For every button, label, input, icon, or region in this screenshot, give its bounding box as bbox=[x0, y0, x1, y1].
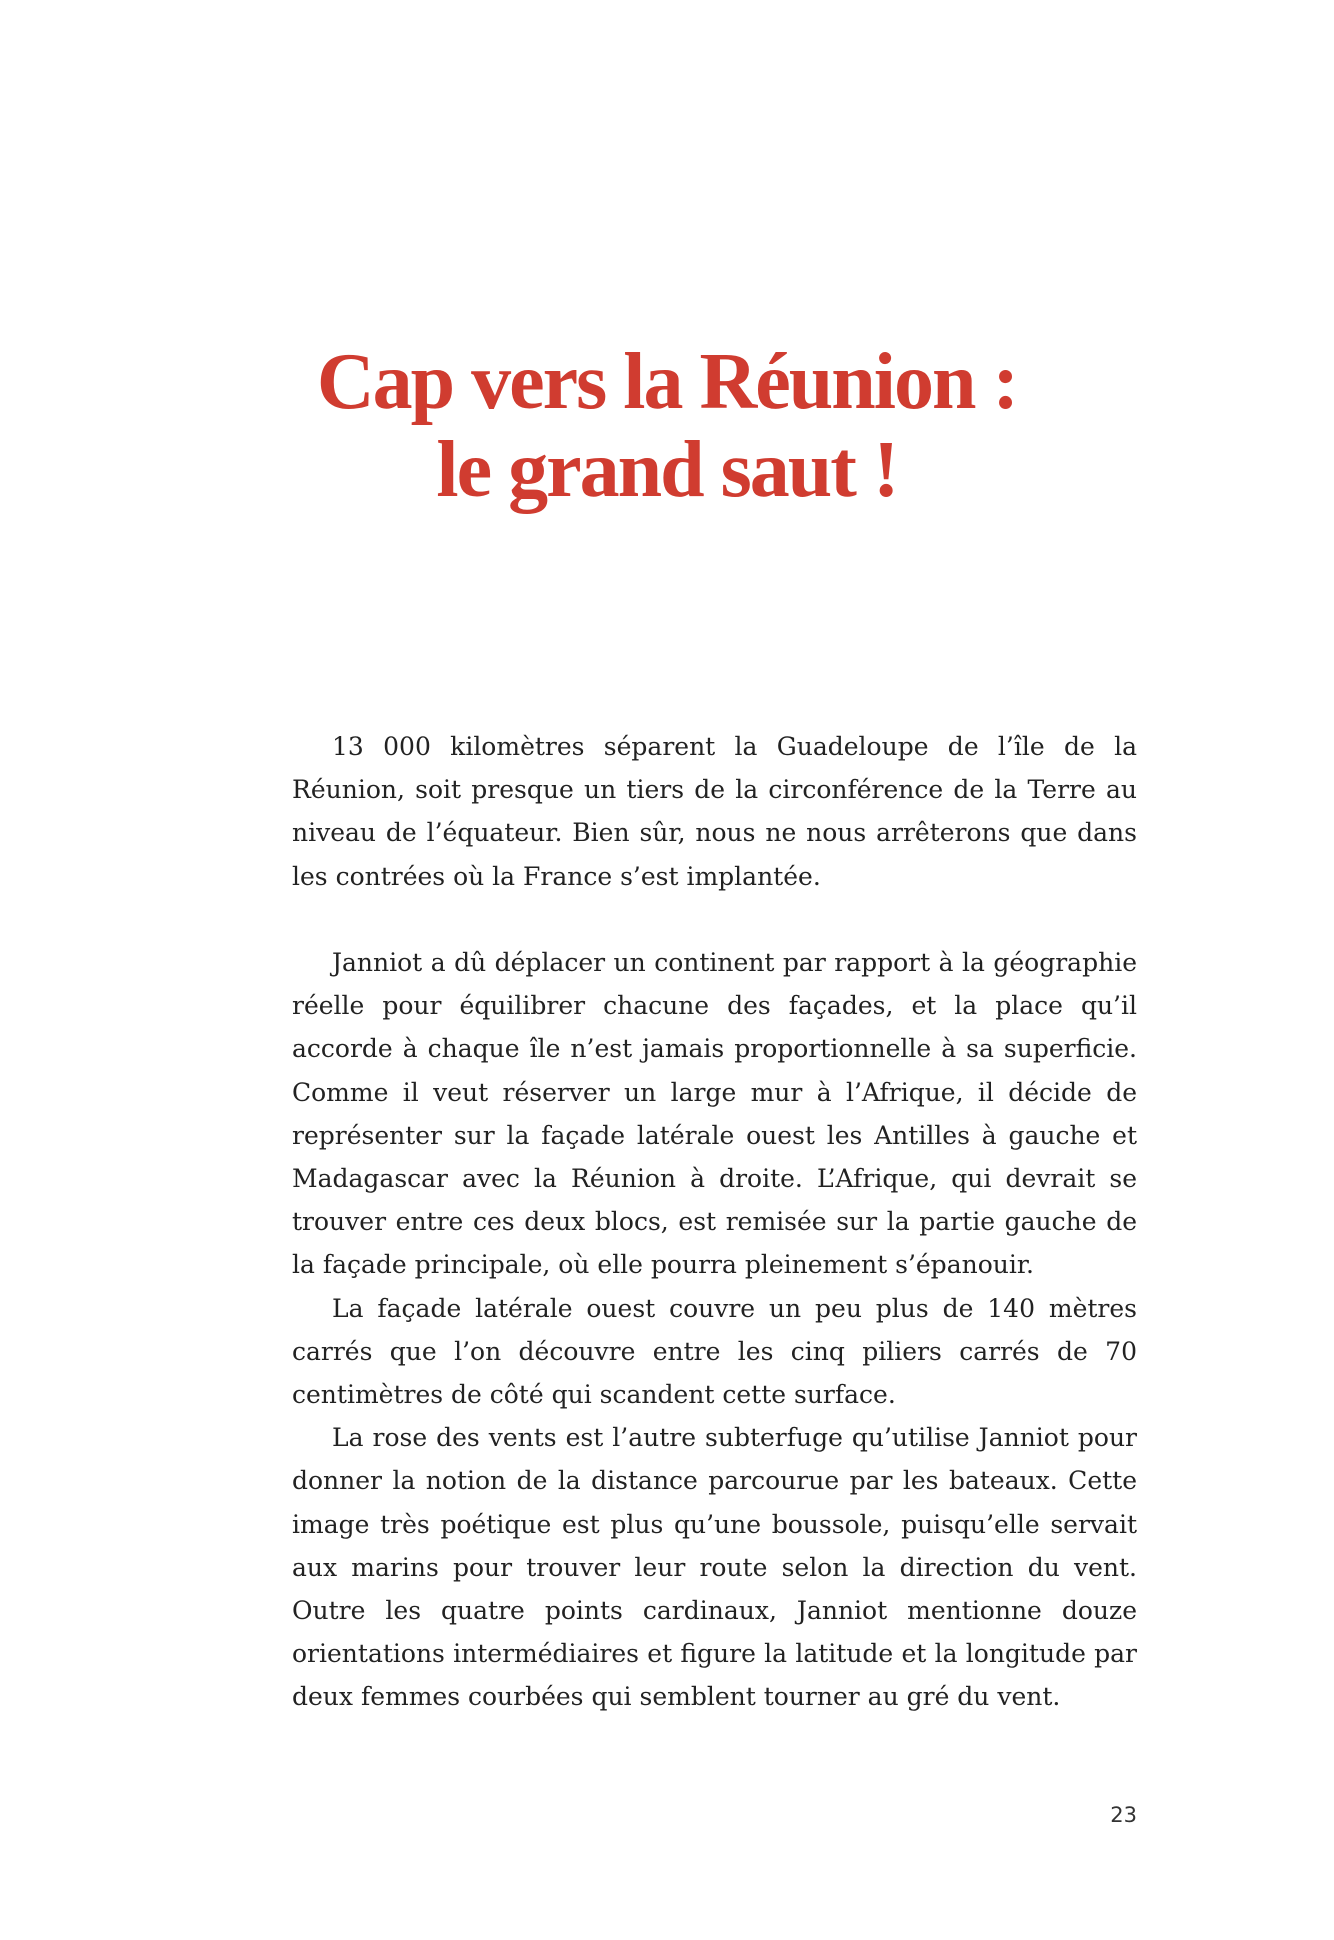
page-number: 23 bbox=[1110, 1803, 1137, 1827]
chapter-title-line-1: Cap vers la Réunion : bbox=[316, 338, 1018, 426]
chapter-title bbox=[0, 338, 1334, 514]
paragraph-4: La rose des vents est l’autre subterfuge qu’utilise Janniot pour donner la notion de la distance parcourue par les bateaux. Cette image très poétique est plus qu’une boussole, puisqu’elle servait aux marins pour trouver leur route selon la direction du vent. Outre les quatre points cardinaux, Janniot mentionne douze orientations intermédiaires et figure la latitude et la longitude par deux femmes courbées qui semblent tourner au gré du vent. bbox=[292, 1423, 1137, 1712]
paragraph-3: La façade latérale ouest couvre un peu plus de 140 mètres carrés que l’on découvre entre les cinq piliers carrés de 70 centimètres de côté qui scandent cette surface. bbox=[292, 1293, 1137, 1410]
paragraph-1: 13 000 kilomètres séparent la Guadeloupe de l’île de la Réunion, soit presque un tiers de la circonférence de la Terre au niveau de l’équateur. Bien sûr, nous ne nous arrêterons que dans les contrées où la France s’est implantée. bbox=[292, 732, 1137, 891]
body-text bbox=[292, 725, 1137, 1719]
chapter-title-line-2: le grand saut ! bbox=[436, 426, 898, 514]
paragraph-2: Janniot a dû déplacer un continent par rapport à la géographie réelle pour équilibrer chacune des façades, et la place qu’il accorde à chaque île n’est jamais proportionnelle à sa superficie. Comme il veut réserver un large mur à l’Afrique, il décide de représenter sur la façade latérale ouest les Antilles à gauche et Madagascar avec la Réunion à droite. L’Afrique, qui devrait se trouver entre ces deux blocs, est remisée sur la partie gauche de la façade principale, où elle pourra pleinement s’épanouir. bbox=[292, 948, 1137, 1280]
